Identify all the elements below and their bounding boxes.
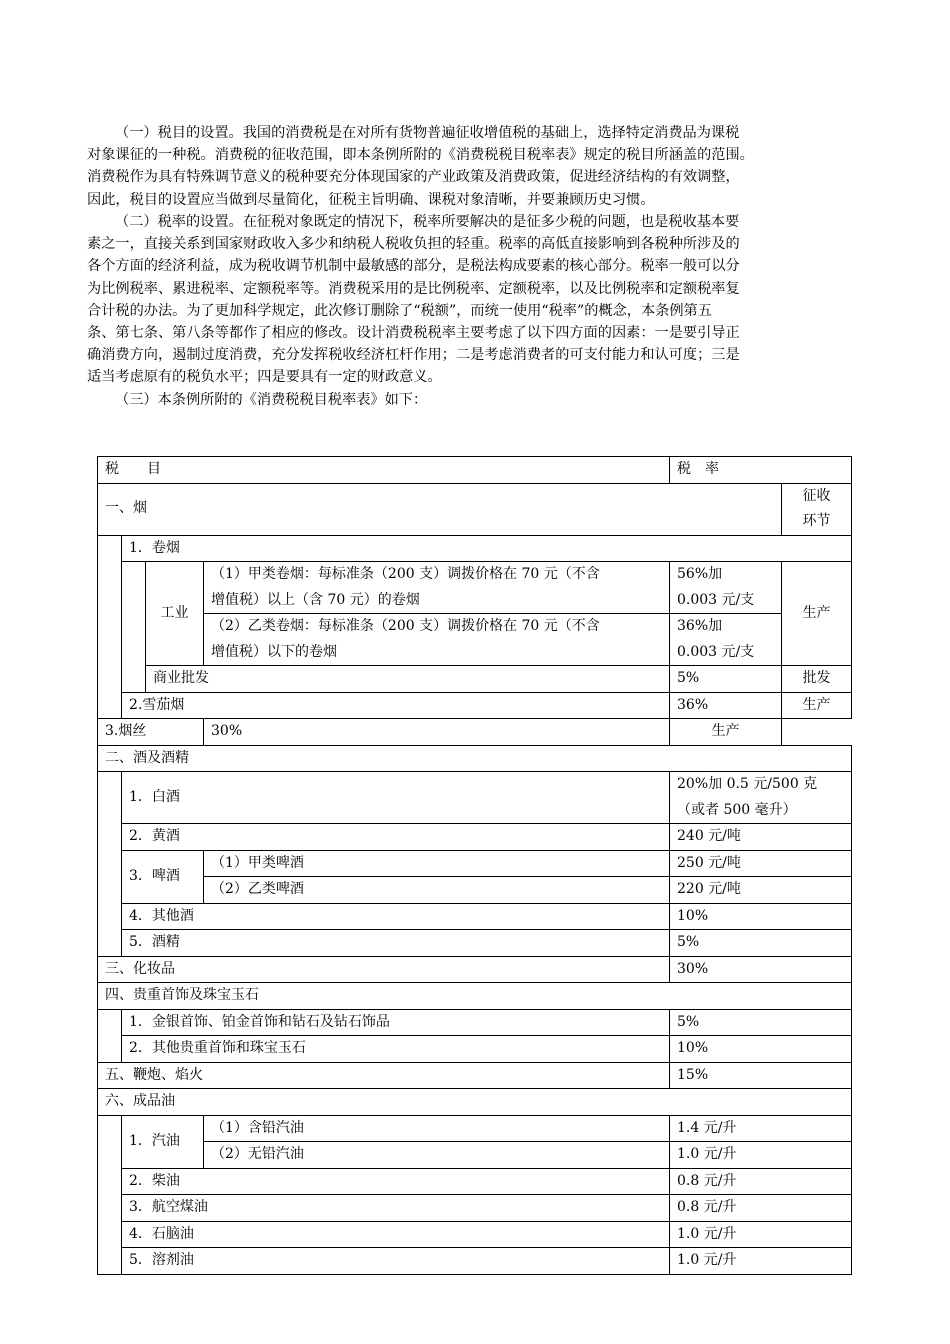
section-row (98, 956, 852, 983)
header-item: 税 目 (98, 457, 670, 484)
item-label: （2）乙类卷烟：每标准条（200 支）调拨价格在 70 元（不含 增值税）以下的卷烟 (204, 614, 670, 666)
rate-value: 10% (670, 1036, 852, 1063)
text-line: 消费税作为具有特殊调节意义的税种要充分体现国家的产业政策及消费政策，促进经济结构的有效调整， (87, 169, 740, 186)
item-label: 2．其他贵重首饰和珠宝玉石 (122, 1036, 670, 1063)
item-label: 3．啤酒 (122, 850, 204, 903)
item-label: 2．柴油 (122, 1168, 670, 1195)
item-label: 1．白酒 (122, 772, 670, 824)
text-line: （一）税目的设置。我国的消费税是在对所有货物普遍征收增值税的基础上，选择特定消费品为课税 (115, 125, 740, 141)
section-row (98, 1062, 852, 1089)
text-line: （二）税率的设置。在征税对象既定的情况下，税率所要解决的是征多少税的问题，也是税收基本要 (115, 214, 740, 230)
table-row (98, 1248, 852, 1275)
item-label: 商业批发 (146, 666, 670, 693)
table-row (98, 1195, 852, 1222)
tax-rate-table (97, 456, 852, 1275)
section-row (98, 483, 852, 535)
rate-value: 36% (670, 692, 782, 719)
text-line: 条、第七条、第八条等都作了相应的修改。设计消费税税率主要考虑了以下四方面的因素：一是要引导正 (87, 325, 740, 342)
text-line: 素之一，直接关系到国家财政收入多少和纳税人税收负担的轻重。税率的高低直接影响到各税种所涉及的 (87, 236, 740, 253)
stage-value: 生产 (670, 719, 782, 746)
stage-value: 生产 (782, 562, 852, 666)
table-row (98, 903, 852, 930)
item-label: （1）含铅汽油 (204, 1115, 670, 1142)
text-line: 为比例税率、累进税率、定额税率等。消费税采用的是比例税率、定额税率，以及比例税率和定额税率复 (87, 280, 740, 297)
rate-value: 5% (670, 1009, 852, 1036)
item-label: 4．其他酒 (122, 903, 670, 930)
rate-value: 5% (670, 666, 782, 693)
item-label: 1．金银首饰、铂金首饰和钻石及钻石饰品 (122, 1009, 670, 1036)
section-title: 三、化妆品 (98, 956, 670, 983)
table-row (98, 692, 852, 719)
rate-value: 36%加 0.003 元/支 (670, 614, 782, 666)
rate-value: 250 元/吨 (670, 850, 852, 877)
header-rate: 税 率 (670, 457, 852, 484)
stage-value: 批发 (782, 666, 852, 693)
section-row (98, 983, 852, 1010)
table-row (98, 719, 852, 746)
header-stage: 征收 环节 (782, 483, 852, 535)
text-line: 因此，税目的设置应当做到尽量简化，征税主旨明确、课税对象清晰，并要兼顾历史习惯。 (87, 191, 655, 208)
section-title: 六、成品油 (98, 1089, 852, 1116)
section-title: 一、烟 (98, 483, 782, 535)
item-label: 3.烟丝 (98, 719, 204, 746)
rate-value: 1.0 元/升 (670, 1248, 852, 1275)
rate-value: 20%加 0.5 元/500 克 （或者 500 毫升） (670, 772, 852, 824)
section-title: 四、贵重首饰及珠宝玉石 (98, 983, 852, 1010)
table-row (98, 877, 852, 904)
item-label: （2）无铅汽油 (204, 1142, 670, 1169)
stage-value: 生产 (782, 692, 852, 719)
item-label: （2）乙类啤酒 (204, 877, 670, 904)
item-label: 3．航空煤油 (122, 1195, 670, 1222)
rate-value: 0.8 元/升 (670, 1195, 852, 1222)
rate-value: 240 元/吨 (670, 824, 852, 851)
paragraph-tax-rates (87, 211, 865, 389)
item-label: 2．黄酒 (122, 824, 670, 851)
table-header-row (98, 457, 852, 484)
table-row (98, 1168, 852, 1195)
table-row (98, 535, 852, 562)
item-label: 5．酒精 (122, 930, 670, 957)
text-line: 各个方面的经济利益，成为税收调节机制中最敏感的部分，是税法构成要素的核心部分。税率一般可以分 (87, 258, 740, 275)
paragraph-table-intro (87, 389, 865, 411)
table-row (98, 1115, 852, 1142)
rate-value: 5% (670, 930, 852, 957)
rate-value: 15% (670, 1062, 852, 1089)
table-row (98, 1142, 852, 1169)
text-line: （三）本条例所附的《消费税税目税率表》如下： (115, 392, 428, 408)
rate-value: 10% (670, 903, 852, 930)
text-line: 确消费方向，遏制过度消费，充分发挥税收经济杠杆作用；二是考虑消费者的可支付能力和认可度；三是 (87, 347, 740, 364)
rate-value: 56%加 0.003 元/支 (670, 562, 782, 614)
text-line: 适当考虑原有的税负水平；四是要具有一定的财政意义。 (87, 369, 442, 386)
item-label: （1）甲类啤酒 (204, 850, 670, 877)
table-row (98, 824, 852, 851)
table-row (98, 1009, 852, 1036)
section-title: 五、鞭炮、焰火 (98, 1062, 670, 1089)
section-row (98, 1089, 852, 1116)
section-row (98, 745, 852, 772)
item-label: 1．汽油 (122, 1115, 204, 1168)
rate-value: 1.4 元/升 (670, 1115, 852, 1142)
rate-value: 1.0 元/升 (670, 1142, 852, 1169)
table-row (98, 930, 852, 957)
paragraph-tax-items (87, 122, 865, 211)
rate-value: 220 元/吨 (670, 877, 852, 904)
text-line: 对象课征的一种税。消费税的征收范围，即本条例所附的《消费税税目税率表》规定的税目所涵盖的范围。 (87, 147, 754, 164)
rate-value: 30% (204, 719, 670, 746)
item-label: 1．卷烟 (122, 535, 852, 562)
rate-value: 30% (670, 956, 852, 983)
item-label: 5．溶剂油 (122, 1248, 670, 1275)
table-row (98, 850, 852, 877)
rate-value: 0.8 元/升 (670, 1168, 852, 1195)
item-label: 工业 (146, 562, 204, 666)
text-line: 合计税的办法。为了更加科学规定，此次修订删除了“税额”，而统一使用“税率”的概念，本条例第五 (87, 302, 712, 319)
rate-value: 1.0 元/升 (670, 1221, 852, 1248)
item-label: 4．石脑油 (122, 1221, 670, 1248)
item-label: 2.雪茄烟 (122, 692, 670, 719)
table-row (98, 666, 852, 693)
section-title: 二、酒及酒精 (98, 745, 852, 772)
table-row (98, 1036, 852, 1063)
table-row (98, 1221, 852, 1248)
item-label: （1）甲类卷烟：每标准条（200 支）调拨价格在 70 元（不含 增值税）以上（含 70 元）的卷烟 (204, 562, 670, 614)
